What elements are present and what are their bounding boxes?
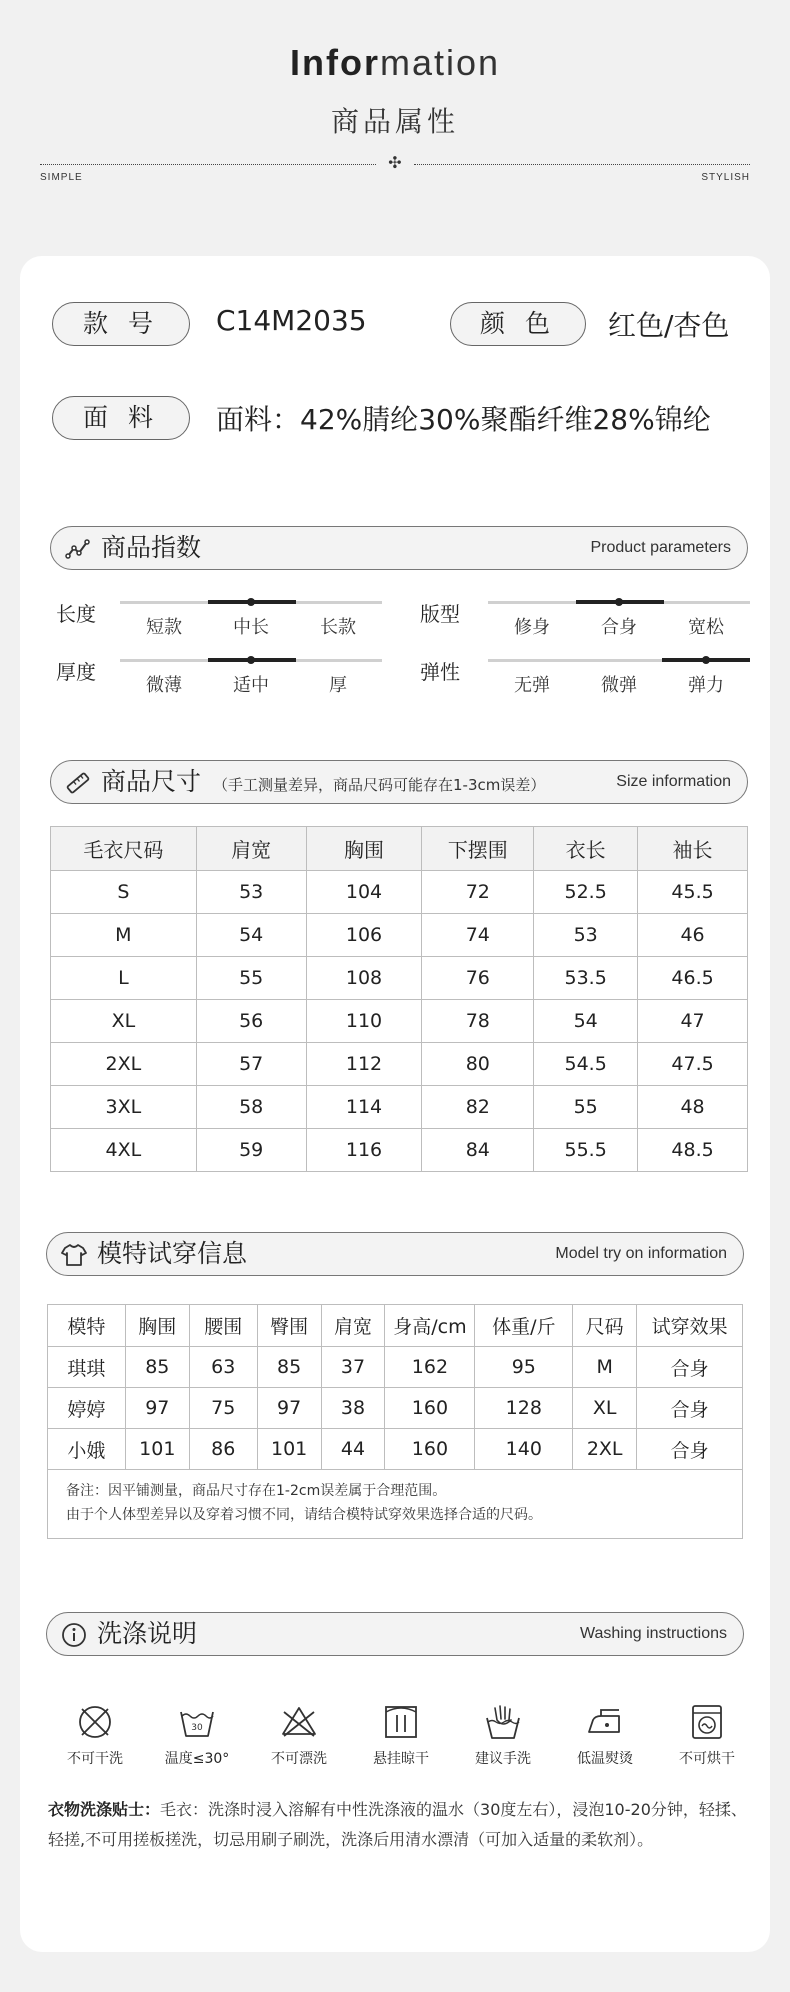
wash-item	[662, 1702, 752, 1768]
hand-wash-icon	[483, 1702, 523, 1742]
divider-left	[40, 164, 376, 165]
table-cell: 63	[189, 1347, 257, 1388]
table-cell: 162	[385, 1347, 475, 1388]
table-cell: 95	[475, 1347, 573, 1388]
model-note-line: 由于个人体型差异以及穿着习惯不同，请结合模特试穿效果选择合适的尺码。	[66, 1507, 542, 1523]
table-cell: 85	[257, 1347, 321, 1388]
low-iron-icon	[585, 1702, 625, 1742]
table-cell: 合身	[637, 1347, 743, 1388]
param-label-length: 长度	[56, 602, 96, 626]
table-cell: XL	[573, 1388, 637, 1429]
tag-stylish: STYLISH	[701, 172, 750, 183]
model-table	[47, 1304, 743, 1470]
size-title-en: Size information	[616, 773, 731, 790]
table-cell: 112	[306, 1043, 422, 1086]
table-cell: 婷婷	[48, 1388, 126, 1429]
wash-label: 温度≤30°	[164, 1751, 230, 1767]
divider-right	[414, 164, 750, 165]
page-title: Information	[289, 42, 501, 83]
scale-option-selected: 弹力	[688, 675, 724, 696]
table-cell: 琪琪	[48, 1347, 126, 1388]
table-cell: 97	[257, 1388, 321, 1429]
table-cell: M	[51, 914, 197, 957]
model-title: 模特试穿信息	[97, 1239, 248, 1268]
model-col-header: 尺码	[573, 1305, 637, 1347]
fabric-value: 面料：42%腈纶30%聚酯纤维28%锦纶	[216, 403, 711, 436]
no-tumble-icon	[75, 1702, 115, 1742]
wash-title: 洗涤说明	[97, 1619, 198, 1648]
wash-label: 低温熨烫	[577, 1751, 633, 1767]
table-cell: 38	[321, 1388, 385, 1429]
table-cell: 76	[422, 957, 534, 1000]
size-table-header	[51, 827, 748, 871]
wash-temp-text: 30	[191, 1723, 203, 1733]
size-table	[50, 826, 748, 1172]
table-cell: 54	[196, 914, 306, 957]
tag-simple: SIMPLE	[40, 172, 83, 183]
scale-option-selected: 中长	[233, 617, 269, 638]
wash-section-header	[46, 1612, 744, 1656]
scale-option: 微薄	[146, 675, 182, 696]
table-cell: S	[51, 871, 197, 914]
table-cell: 84	[422, 1129, 534, 1172]
scale-option: 短款	[146, 617, 182, 638]
fabric-label: 面 料	[52, 396, 190, 440]
scale-marker	[247, 598, 255, 606]
table-cell: 47.5	[638, 1043, 748, 1086]
params-title-en: Product parameters	[590, 539, 731, 556]
scale-option-selected: 合身	[601, 617, 637, 638]
scale-option: 修身	[514, 617, 550, 638]
param-scale-length	[120, 601, 382, 638]
size-col-header: 胸围	[306, 827, 422, 871]
table-cell: 56	[196, 1000, 306, 1043]
no-machine-dry-icon	[687, 1702, 727, 1742]
table-cell: 57	[196, 1043, 306, 1086]
scale-option: 宽松	[688, 617, 724, 638]
table-cell: 74	[422, 914, 534, 957]
model-title-en: Model try on information	[555, 1245, 727, 1262]
model-section-header	[46, 1232, 744, 1276]
info-icon	[61, 1622, 87, 1648]
table-cell: 4XL	[51, 1129, 197, 1172]
wash-tips-label: 衣物洗涤贴士：	[48, 1800, 161, 1819]
scale-option-selected: 适中	[233, 675, 269, 696]
scale-option: 长款	[320, 617, 356, 638]
param-label-thickness: 厚度	[56, 660, 96, 684]
scale-marker	[615, 598, 623, 606]
wash-item	[356, 1702, 446, 1768]
wash-item	[458, 1702, 548, 1768]
table-cell: 52.5	[534, 871, 638, 914]
table-row	[48, 1429, 743, 1470]
param-label-elasticity: 弹性	[420, 660, 460, 684]
table-cell: 合身	[637, 1429, 743, 1470]
model-col-header: 模特	[48, 1305, 126, 1347]
scale-marker	[247, 656, 255, 664]
wash-item	[50, 1702, 140, 1768]
table-cell: 37	[321, 1347, 385, 1388]
tshirt-icon	[61, 1242, 87, 1268]
param-scale-thickness	[120, 659, 382, 696]
table-cell: 116	[306, 1129, 422, 1172]
table-row	[51, 957, 748, 1000]
table-cell: 78	[422, 1000, 534, 1043]
table-cell: 160	[385, 1388, 475, 1429]
model-col-header: 腰围	[189, 1305, 257, 1347]
size-title: 商品尺寸 （手工测量差异，商品尺码可能存在1-3cm误差）	[101, 767, 546, 796]
table-cell: 53	[196, 871, 306, 914]
table-cell: 80	[422, 1043, 534, 1086]
table-cell: 46.5	[638, 957, 748, 1000]
table-cell: 54	[534, 1000, 638, 1043]
model-col-header: 身高/cm	[385, 1305, 475, 1347]
table-cell: 44	[321, 1429, 385, 1470]
model-note	[47, 1469, 743, 1539]
table-row	[51, 871, 748, 914]
crosshair-icon: ✣	[388, 153, 402, 172]
table-cell: 53	[534, 914, 638, 957]
page-subtitle: 商品属性	[330, 105, 459, 138]
table-row	[51, 1043, 748, 1086]
trend-icon	[65, 536, 91, 562]
model-col-header: 试穿效果	[637, 1305, 743, 1347]
table-cell: 47	[638, 1000, 748, 1043]
wash-tips-text: 毛衣：洗涤时浸入溶解有中性洗涤液的温水（30度左右），浸泡10-20分钟，轻揉、轻搓,不可用搓板搓洗，切忌用刷子刷洗，洗涤后用清水漂清（可加入适量的柔软剂）。	[48, 1800, 747, 1849]
table-cell: XL	[51, 1000, 197, 1043]
style-no-value: C14M2035	[216, 304, 367, 337]
table-cell: 106	[306, 914, 422, 957]
table-cell: 110	[306, 1000, 422, 1043]
model-table-header	[48, 1305, 743, 1347]
table-cell: 3XL	[51, 1086, 197, 1129]
table-cell: 54.5	[534, 1043, 638, 1086]
size-col-header: 毛衣尺码	[51, 827, 197, 871]
table-cell: 85	[125, 1347, 189, 1388]
table-cell: L	[51, 957, 197, 1000]
wash-30-icon	[177, 1702, 217, 1742]
table-cell: 101	[125, 1429, 189, 1470]
size-col-header: 肩宽	[196, 827, 306, 871]
size-section-header	[50, 760, 748, 804]
wash-label: 建议手洗	[475, 1751, 531, 1767]
scale-option: 厚	[329, 675, 347, 696]
table-cell: 104	[306, 871, 422, 914]
wash-item	[254, 1702, 344, 1768]
table-cell: 97	[125, 1388, 189, 1429]
table-cell: 55	[534, 1086, 638, 1129]
size-note: （手工测量差异，商品尺码可能存在1-3cm误差）	[213, 776, 546, 794]
table-row	[51, 914, 748, 957]
table-row	[48, 1347, 743, 1388]
table-cell: 72	[422, 871, 534, 914]
table-cell: 58	[196, 1086, 306, 1129]
model-col-header: 臀围	[257, 1305, 321, 1347]
table-row	[51, 1129, 748, 1172]
table-cell: 75	[189, 1388, 257, 1429]
size-col-header: 袖长	[638, 827, 748, 871]
info-card	[20, 256, 770, 1952]
color-label: 颜 色	[450, 302, 586, 346]
params-section-header	[50, 526, 748, 570]
model-col-header: 体重/斤	[475, 1305, 573, 1347]
size-col-header: 下摆围	[422, 827, 534, 871]
ruler-icon	[65, 770, 91, 796]
table-row	[51, 1000, 748, 1043]
table-cell: 48.5	[638, 1129, 748, 1172]
wash-item	[560, 1702, 650, 1768]
param-scale-fit	[488, 601, 750, 638]
wash-label: 不可烘干	[679, 1751, 735, 1767]
wash-title-en: Washing instructions	[579, 1625, 727, 1642]
table-cell: M	[573, 1347, 637, 1388]
table-row	[51, 1086, 748, 1129]
scale-option: 微弹	[601, 675, 637, 696]
table-cell: 2XL	[51, 1043, 197, 1086]
table-cell: 2XL	[573, 1429, 637, 1470]
scale-marker	[702, 656, 710, 664]
table-cell: 53.5	[534, 957, 638, 1000]
size-col-header: 衣长	[534, 827, 638, 871]
table-cell: 101	[257, 1429, 321, 1470]
wash-label: 悬挂晾干	[373, 1751, 429, 1767]
color-value: 红色/杏色	[608, 309, 730, 342]
model-col-header: 肩宽	[321, 1305, 385, 1347]
hang-dry-icon	[381, 1702, 421, 1742]
table-cell: 合身	[637, 1388, 743, 1429]
no-bleach-icon	[279, 1702, 319, 1742]
table-cell: 86	[189, 1429, 257, 1470]
table-cell: 55	[196, 957, 306, 1000]
wash-item	[152, 1702, 242, 1768]
table-cell: 114	[306, 1086, 422, 1129]
style-no-label: 款 号	[52, 302, 190, 346]
params-title: 商品指数	[101, 533, 202, 562]
wash-label: 不可漂洗	[271, 1751, 327, 1767]
table-cell: 小娥	[48, 1429, 126, 1470]
table-cell: 82	[422, 1086, 534, 1129]
table-cell: 45.5	[638, 871, 748, 914]
table-cell: 160	[385, 1429, 475, 1470]
table-row	[48, 1388, 743, 1429]
table-cell: 140	[475, 1429, 573, 1470]
table-cell: 55.5	[534, 1129, 638, 1172]
wash-tips	[48, 1795, 750, 1855]
wash-label: 不可干洗	[67, 1751, 123, 1767]
table-cell: 46	[638, 914, 748, 957]
scale-option: 无弹	[514, 675, 550, 696]
model-note-line: 备注：因平铺测量，商品尺寸存在1-2cm误差属于合理范围。	[66, 1483, 447, 1499]
param-scale-elasticity	[488, 659, 750, 696]
table-cell: 128	[475, 1388, 573, 1429]
model-col-header: 胸围	[125, 1305, 189, 1347]
table-cell: 48	[638, 1086, 748, 1129]
param-label-fit: 版型	[420, 602, 460, 626]
table-cell: 59	[196, 1129, 306, 1172]
table-cell: 108	[306, 957, 422, 1000]
